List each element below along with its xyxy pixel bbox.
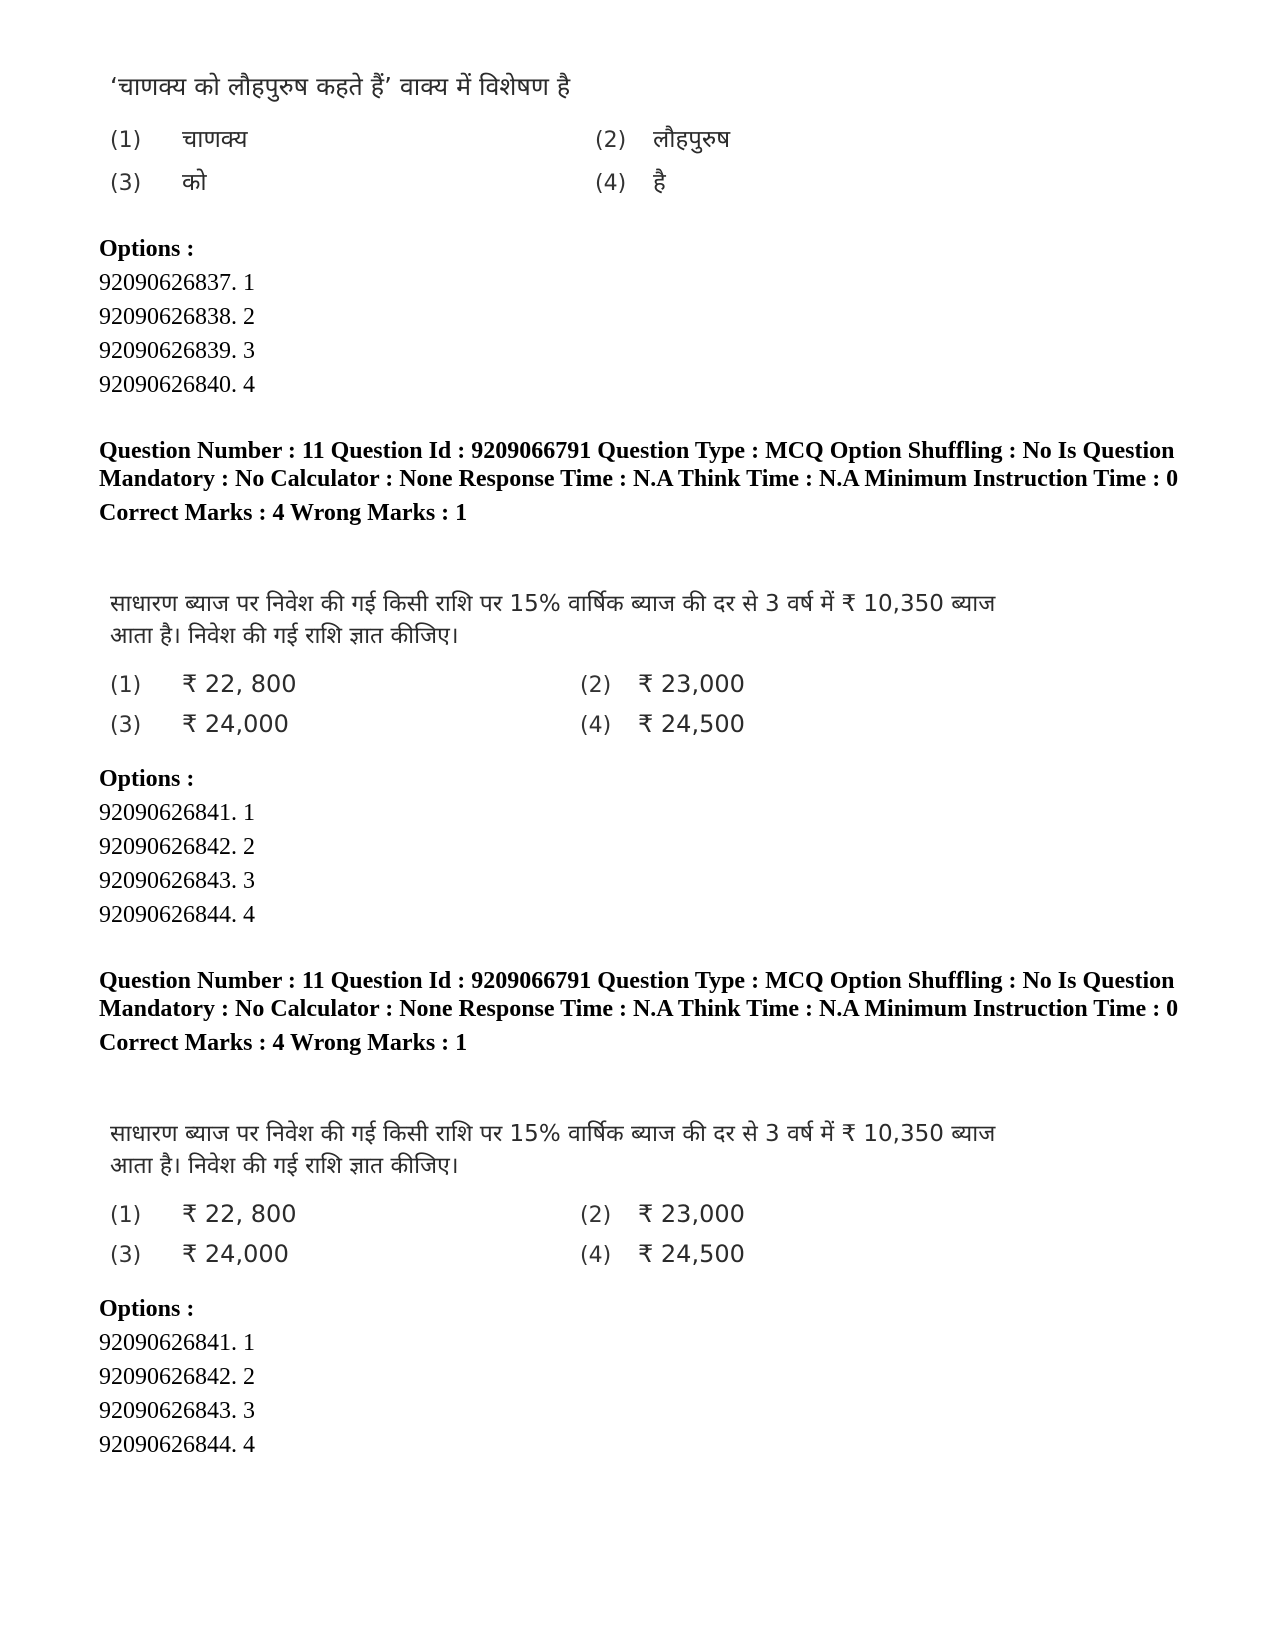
question-header-2 [99, 437, 1189, 527]
question-text-line-2: आता है। निवेश की गई राशि ज्ञात कीजिए। [110, 1153, 459, 1179]
option-id: 92090626843. 3 [99, 1398, 255, 1424]
choice-number: (4) [580, 713, 612, 738]
choice-number: (2) [595, 128, 627, 153]
option-id: 92090626838. 2 [99, 304, 255, 330]
option-id: 92090626843. 3 [99, 868, 255, 894]
choice-number: (4) [595, 171, 627, 196]
choice-number: (4) [580, 1243, 612, 1268]
choice-2 [580, 1200, 745, 1228]
choice-text: चाणक्य [182, 125, 248, 153]
options-block-2 [99, 762, 255, 932]
choice-2 [580, 670, 745, 698]
option-id: 92090626842. 2 [99, 834, 255, 860]
choice-number: (1) [110, 1203, 142, 1228]
question-image-3 [110, 1118, 1110, 1268]
option-id: 92090626844. 4 [99, 902, 255, 928]
option-id: 92090626842. 2 [99, 1364, 255, 1390]
choice-2 [595, 122, 730, 155]
question-image-2 [110, 588, 1110, 738]
choice-text: ₹ 23,000 [638, 670, 745, 698]
marks-line: Correct Marks : 4 Wrong Marks : 1 [99, 1030, 468, 1056]
options-block-3 [99, 1292, 255, 1462]
choice-number: (3) [110, 171, 142, 196]
choice-1 [110, 1200, 297, 1228]
options-block-1 [99, 232, 255, 402]
options-label: Options : [99, 1296, 195, 1322]
question-text-line-1: साधारण ब्याज पर निवेश की गई किसी राशि पर 15% वार्षिक ब्याज की दर से 3 वर्ष में ₹ 10,350 ब्याज [110, 1121, 996, 1147]
choice-3 [110, 1240, 289, 1268]
choice-number: (1) [110, 673, 142, 698]
options-label: Options : [99, 766, 195, 792]
choice-number: (2) [580, 1203, 612, 1228]
choice-text: लौहपुरुष [653, 125, 731, 153]
choice-1 [110, 670, 297, 698]
choice-text: ₹ 24,000 [182, 710, 289, 738]
question-meta: Question Number : 11 Question Id : 9209066791 Question Type : MCQ Option Shuffling : No Is Question Mandatory : No Calculator : None Response Time : N.A Think Time : N.A Minimum Instruction Time : 0 [99, 968, 1179, 1022]
options-label: Options : [99, 236, 195, 262]
choice-text: है [653, 168, 666, 196]
choice-text: को [182, 168, 207, 196]
question-image-1 [110, 70, 1110, 210]
option-id: 92090626844. 4 [99, 1432, 255, 1458]
question-header-3 [99, 967, 1189, 1057]
choice-text: ₹ 23,000 [638, 1200, 745, 1228]
choice-1 [110, 122, 248, 155]
choice-3 [110, 710, 289, 738]
option-id: 92090626839. 3 [99, 338, 255, 364]
choice-4 [595, 165, 666, 198]
choice-4 [580, 1240, 745, 1268]
choice-text: ₹ 24,500 [638, 710, 745, 738]
choice-text: ₹ 22, 800 [182, 670, 297, 698]
question-text: ‘चाणक्य को लौहपुरुष कहते हैं’ वाक्य में विशेषण है [110, 72, 571, 101]
choice-text: ₹ 24,000 [182, 1240, 289, 1268]
choice-number: (2) [580, 673, 612, 698]
option-id: 92090626837. 1 [99, 270, 255, 296]
marks-line: Correct Marks : 4 Wrong Marks : 1 [99, 500, 468, 526]
question-text-line-2: आता है। निवेश की गई राशि ज्ञात कीजिए। [110, 623, 459, 649]
choice-4 [580, 710, 745, 738]
choice-number: (3) [110, 1243, 142, 1268]
option-id: 92090626840. 4 [99, 372, 255, 398]
question-meta: Question Number : 11 Question Id : 9209066791 Question Type : MCQ Option Shuffling : No Is Question Mandatory : No Calculator : None Response Time : N.A Think Time : N.A Minimum Instruction Time : 0 [99, 438, 1179, 492]
choice-text: ₹ 24,500 [638, 1240, 745, 1268]
option-id: 92090626841. 1 [99, 1330, 255, 1356]
question-text-line-1: साधारण ब्याज पर निवेश की गई किसी राशि पर 15% वार्षिक ब्याज की दर से 3 वर्ष में ₹ 10,350 ब्याज [110, 591, 996, 617]
choice-text: ₹ 22, 800 [182, 1200, 297, 1228]
choice-number: (3) [110, 713, 142, 738]
option-id: 92090626841. 1 [99, 800, 255, 826]
choice-3 [110, 165, 207, 198]
choice-number: (1) [110, 128, 142, 153]
